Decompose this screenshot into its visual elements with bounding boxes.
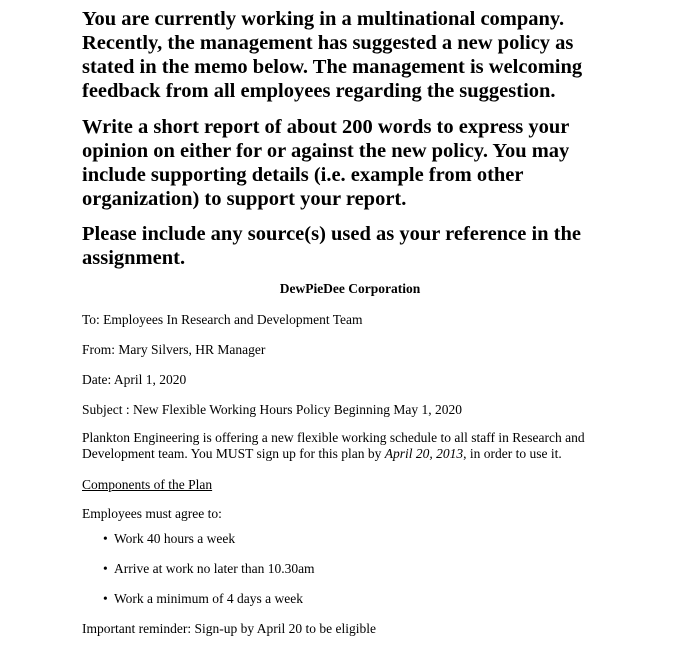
prompt-paragraph-sources: Please include any source(s) used as your reference in the assignment. — [82, 223, 581, 269]
list-item-text: Work a minimum of 4 days a week — [114, 591, 303, 606]
components-heading: Components of the Plan — [82, 477, 213, 492]
memo-body-text-end: , in order to use it. — [463, 446, 562, 461]
memo-date-line: Date: April 1, 2020 — [82, 372, 187, 387]
memo-from-line: From: Mary Silvers, HR Manager — [82, 342, 266, 357]
bullet-icon: • — [103, 591, 108, 606]
list-item — [103, 590, 303, 607]
memo-company-label: DewPieDee Corporation — [279, 281, 421, 296]
bullet-icon: • — [103, 531, 108, 546]
prompt-paragraph-context: You are currently working in a multinational company. Recently, the management has suggested a new policy as stated in the memo below. The management is welcoming feedback from all employees regarding the suggestion. — [82, 8, 583, 102]
agree-intro: Employees must agree to: — [82, 506, 222, 521]
memo-body-text: Plankton Engineering is offering a new flexible working schedule to all staff in Research and Development team. You MUST sign up for this plan by — [82, 430, 585, 461]
memo-subject-line: Subject : New Flexible Working Hours Policy Beginning May 1, 2020 — [82, 402, 463, 417]
list-item-text: Arrive at work no later than 10.30am — [114, 561, 315, 576]
bullet-icon: • — [103, 561, 108, 576]
list-item — [103, 560, 315, 577]
memo-body-paragraph — [82, 430, 622, 462]
memo-company-name — [0, 281, 700, 297]
memo-reminder: Important reminder: Sign-up by April 20 to be eligible — [82, 621, 376, 636]
list-item-text: Work 40 hours a week — [114, 531, 236, 546]
memo-body-deadline: April 20, 2013 — [384, 446, 464, 461]
memo-to-line: To: Employees In Research and Development Team — [82, 312, 363, 327]
list-item — [103, 530, 235, 547]
prompt-paragraph-task: Write a short report of about 200 words to express your opinion on either for or against the new policy. You may include supporting details (i.e. example from other organization) to support your report. — [82, 116, 570, 210]
